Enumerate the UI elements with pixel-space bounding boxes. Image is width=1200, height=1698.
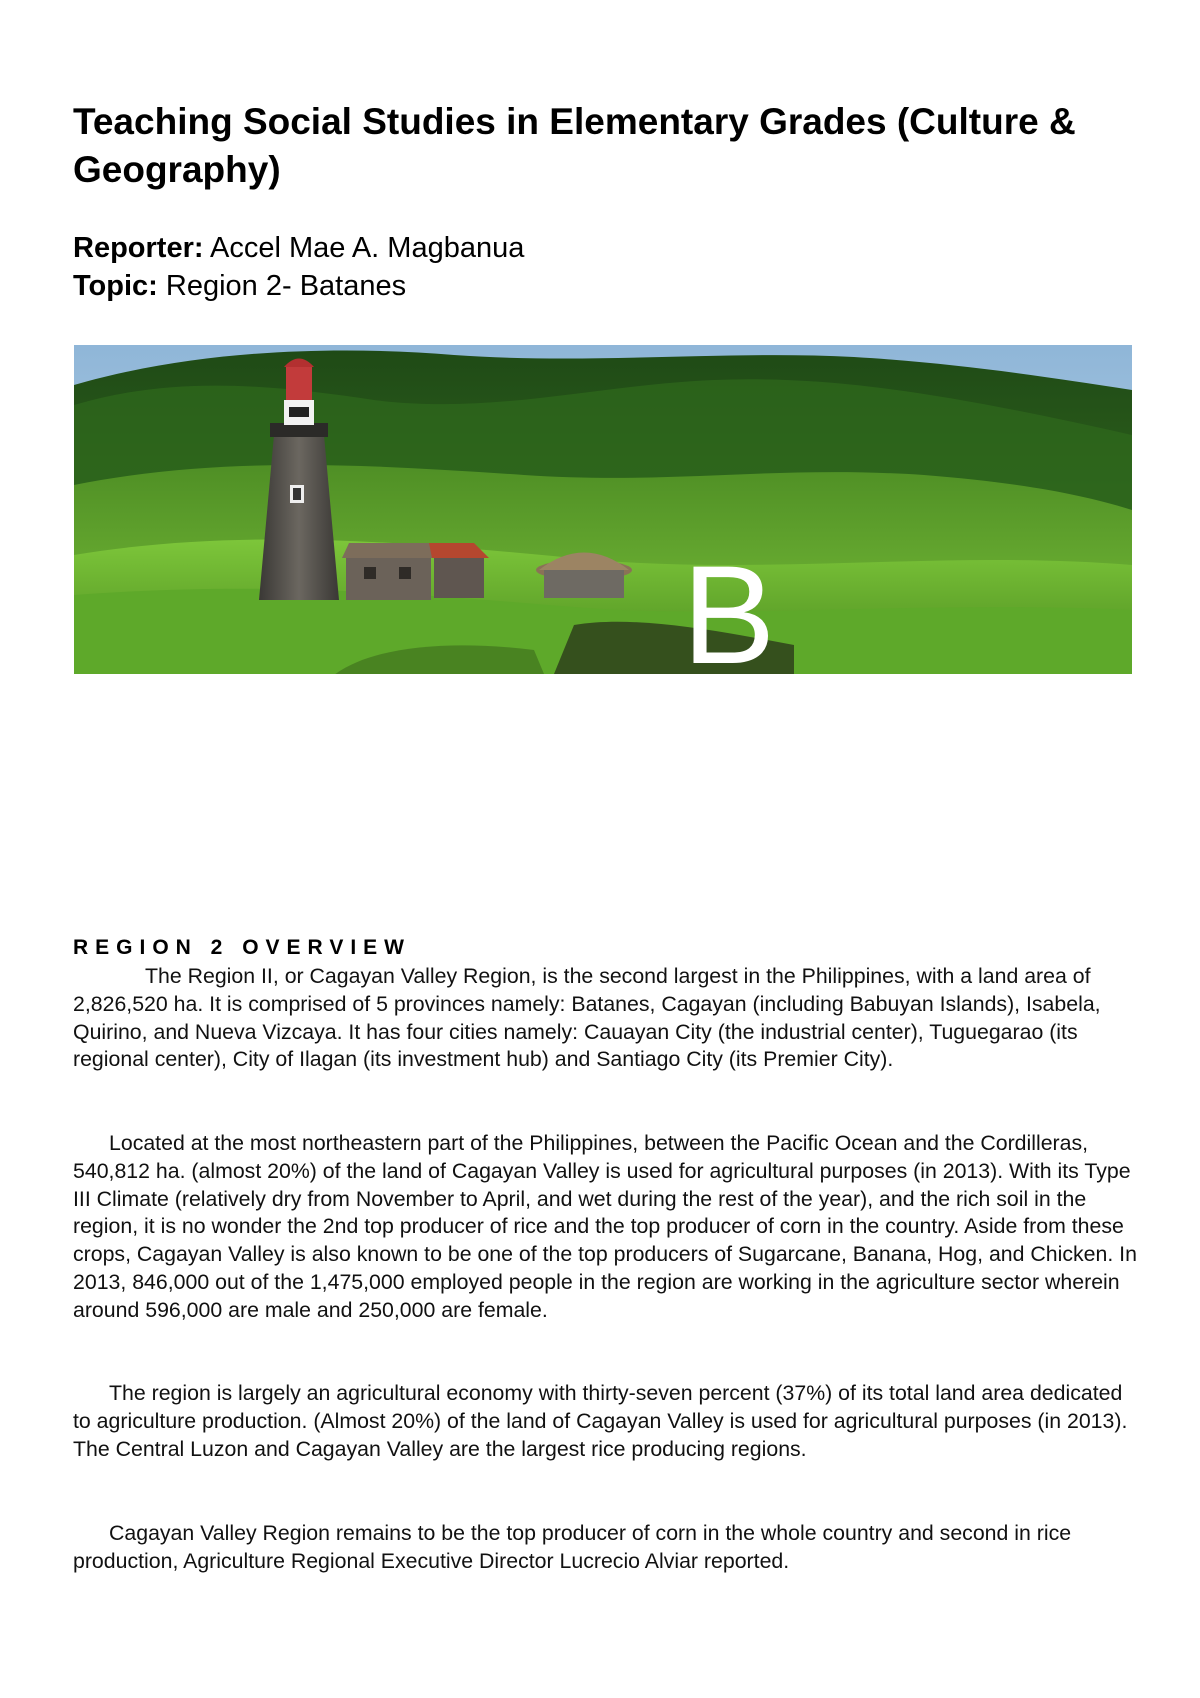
topic-value: Region 2- Batanes bbox=[165, 270, 407, 302]
reporter-value: Accel Mae A. Magbanua bbox=[209, 232, 525, 264]
document-title: Teaching Social Studies in Elementary Grades (Culture & Geography) bbox=[73, 101, 1076, 190]
overview-paragraph-4: Cagayan Valley Region remains to be the top producer of corn in the whole country and second in rice production, Agriculture Regional Executive Director Lucrecio Alviar reported. bbox=[73, 1521, 1072, 1573]
topic-line bbox=[73, 268, 406, 304]
batanes-lighthouse-image bbox=[74, 345, 1132, 674]
landscape-illustration bbox=[74, 345, 1132, 674]
hero-letter: B bbox=[682, 536, 776, 674]
topic-label: Topic: bbox=[73, 270, 158, 302]
overview-paragraph-1: The Region II, or Cagayan Valley Region, is the second largest in the Philippines, with a land area of 2,826,520 ha. It is comprised of 5 provinces namely: Batanes, Cagayan (including Babuyan Islands), Isabela, Quirino, and Nueva Vizcaya. It has four cities namely: Cauayan City (the industrial center), Tuguegarao (its regional center), City of Ilagan (its investment hub) and Santiago City (its Premier City). bbox=[73, 964, 1101, 1072]
overview-heading: REGION 2 OVERVIEW bbox=[73, 936, 411, 959]
overview-paragraph-2: Located at the most northeastern part of the Philippines, between the Pacific Ocean and the Cordilleras, 540,812 ha. (almost 20%) of the land of Cagayan Valley is used for agricultural purposes (in 2013). With its Type III Climate (relatively dry from November to April, and wet during the rest of the year), and the rich soil in the region, it is no wonder the 2nd top producer of rice and the top producer of corn in the country. Aside from these crops, Cagayan Valley is also known to be one of the top producers of Sugarcane, Banana, Hog, and Chicken. In 2013, 846,000 out of the 1,475,000 employed people in the region are working in the agriculture sector wherein around 596,000 are male and 250,000 are female. bbox=[73, 1131, 1137, 1322]
reporter-label: Reporter: bbox=[73, 232, 204, 264]
overview-paragraph-3: The region is largely an agricultural economy with thirty-seven percent (37%) of its total land area dedicated to agriculture production. (Almost 20%) of the land of Cagayan Valley is used for agricultural purposes (in 2013). The Central Luzon and Cagayan Valley are the largest rice producing regions. bbox=[73, 1381, 1128, 1461]
reporter-line bbox=[73, 230, 524, 266]
